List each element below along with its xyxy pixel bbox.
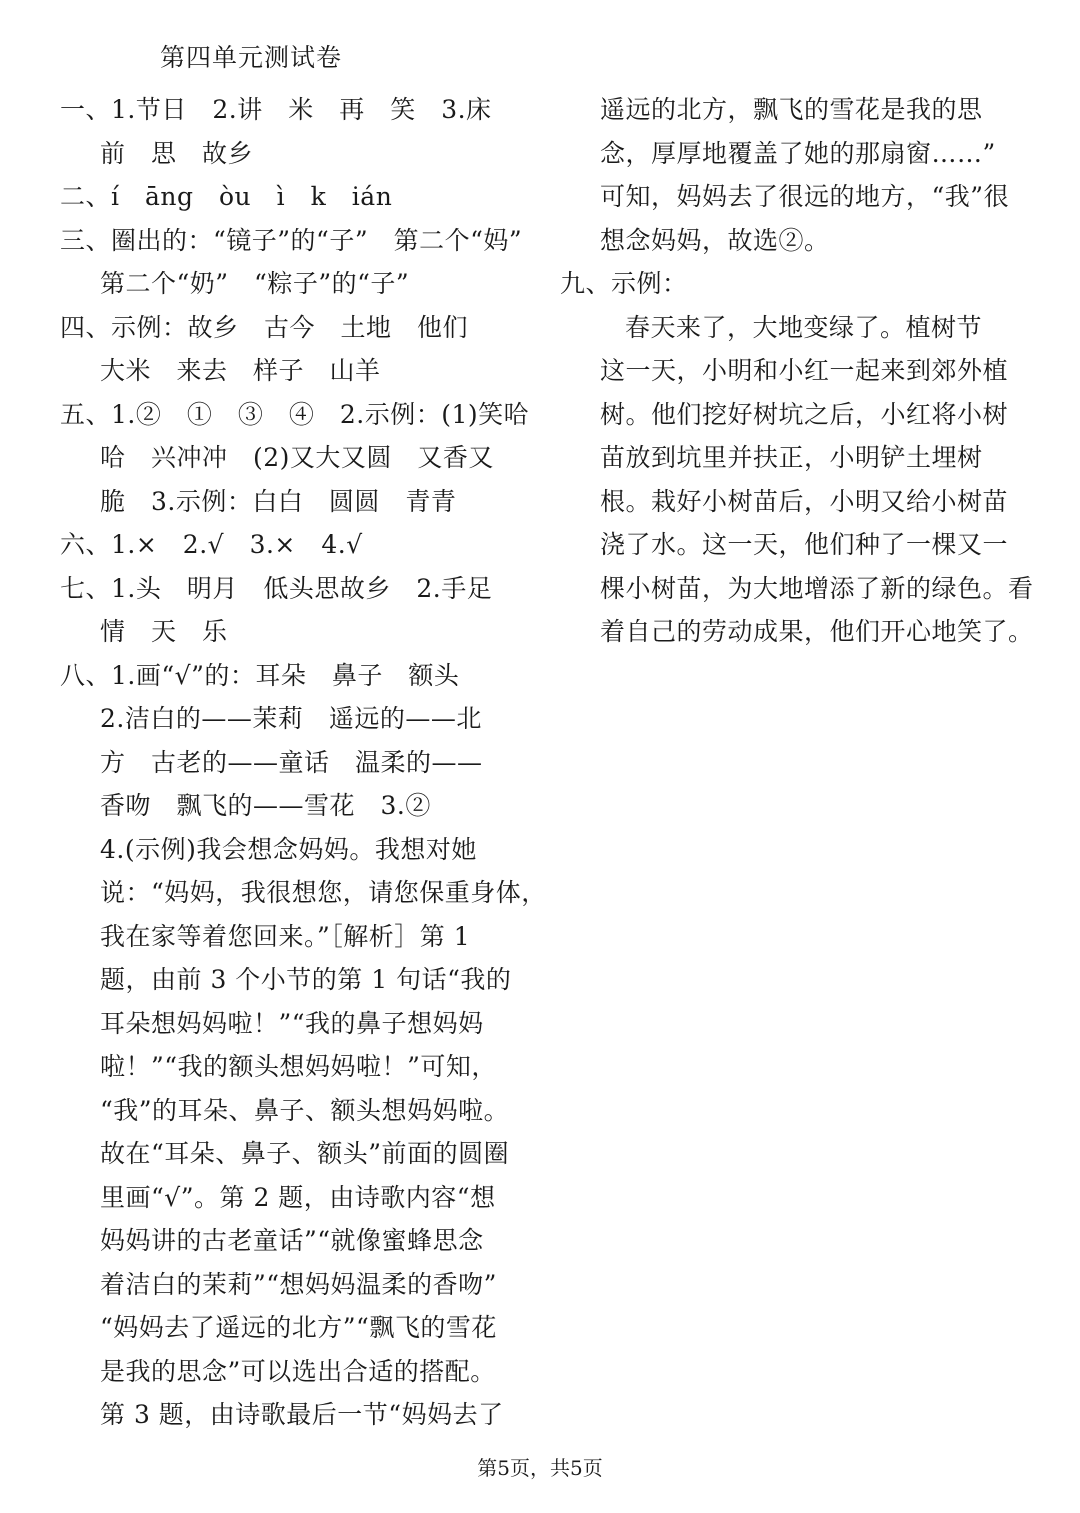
answer-line: 脆 3.示例：白白 圆圆 青青 (100, 486, 457, 516)
answer-line: 着洁白的茉莉”“想妈妈温柔的香吻” (100, 1269, 497, 1299)
answer-line: 六、1.× 2.√ 3.× 4.√ (60, 530, 363, 559)
answer-line: 树。他们挖好树坑之后，小红将小树 (600, 399, 1009, 429)
answer-line: 苗放到坑里并扶正，小明铲土埋树 (600, 443, 983, 472)
answer-line: 大米 来去 样子 山羊 (100, 356, 381, 385)
answer-line: 四、示例：故乡 古今 土地 他们 (60, 312, 469, 342)
answer-line: “我”的耳朵、鼻子、额头想妈妈啦。 (100, 1095, 510, 1125)
answer-line: 春天来了，大地变绿了。植树节 (625, 312, 983, 342)
answer-line: 啦！”“我的额头想妈妈啦！”可知， (100, 1052, 497, 1081)
answer-line: 情 天 乐 (100, 617, 228, 646)
answer-line: “妈妈去了遥远的北方”“飘飞的雪花 (100, 1313, 497, 1342)
page-title: 第四单元测试卷 (160, 43, 343, 72)
answer-line: 4.(示例)我会想念妈妈。我想对她 (100, 834, 477, 864)
answer-line: 可知，妈妈去了很远的地方，“我”很 (600, 182, 1010, 211)
answer-line: 哈 兴冲冲 (2)又大又圆 又香又 (100, 443, 494, 472)
answer-line: 是我的思念”可以选出合适的搭配。 (100, 1356, 496, 1386)
answer-line: 一、1.节日 2.讲 米 再 笑 3.床 (60, 95, 492, 124)
answer-line: 第 3 题，由诗歌最后一节“妈妈去了 (100, 1400, 504, 1429)
answer-line: 这一天，小明和小红一起来到郊外植 (600, 356, 1009, 385)
answer-line: 第二个“奶” “粽子”的“子” (100, 269, 410, 298)
answer-line: 五、1.② ① ③ ④ 2.示例：(1)笑哈 (60, 399, 530, 429)
answer-line: 九、示例： (560, 269, 688, 298)
answer-line: 三、圈出的：“镜子”的“子” 第二个“妈” (60, 225, 523, 255)
answer-line: 前 思 故乡 (100, 138, 254, 168)
answer-line: 题，由前 3 个小节的第 1 句话“我的 (100, 965, 512, 994)
answer-line: 我在家等着您回来。”［解析］第 1 (100, 921, 471, 951)
right-column (560, 88, 1034, 654)
answer-line: 故在“耳朵、鼻子、额头”前面的圆圈 (100, 1139, 510, 1168)
answer-line: 遥远的北方，飘飞的雪花是我的思 (600, 95, 983, 124)
answer-line: 里画“√”。第 2 题，由诗歌内容“想 (100, 1182, 496, 1212)
answer-line: 方 古老的——童话 温柔的—— (100, 747, 483, 777)
left-column (60, 88, 547, 1437)
answer-line: 八、1.画“√”的：耳朵 鼻子 额头 (60, 660, 460, 690)
answer-line: 耳朵想妈妈啦！”“我的鼻子想妈妈 (100, 1008, 484, 1038)
answer-line: 想念妈妈，故选②。 (600, 225, 830, 255)
answer-line: 妈妈讲的古老童话”“就像蜜蜂思念 (100, 1226, 484, 1255)
answer-line: 2.洁白的——茉莉 遥远的——北 (100, 704, 482, 733)
answer-line: 着自己的劳动成果，他们开心地笑了。 (600, 617, 1034, 646)
answer-line: 根。栽好小树苗后，小明又给小树苗 (600, 486, 1009, 516)
page-number: 第5页，共5页 (477, 1456, 603, 1480)
answer-line: 念，厚厚地覆盖了她的那扇窗……” (600, 138, 996, 168)
answer-line: 二、í āng òu ì k ián (60, 182, 393, 211)
answer-line: 棵小树苗，为大地增添了新的绿色。看 (600, 573, 1034, 603)
answer-line: 香吻 飘飞的——雪花 3.② (100, 791, 431, 820)
answer-line: 浇了水。这一天，他们种了一棵又一 (600, 530, 1009, 559)
answer-line: 七、1.头 明月 低头思故乡 2.手足 (60, 573, 493, 603)
answer-line: 说：“妈妈，我很想您，请您保重身体， (100, 878, 547, 907)
